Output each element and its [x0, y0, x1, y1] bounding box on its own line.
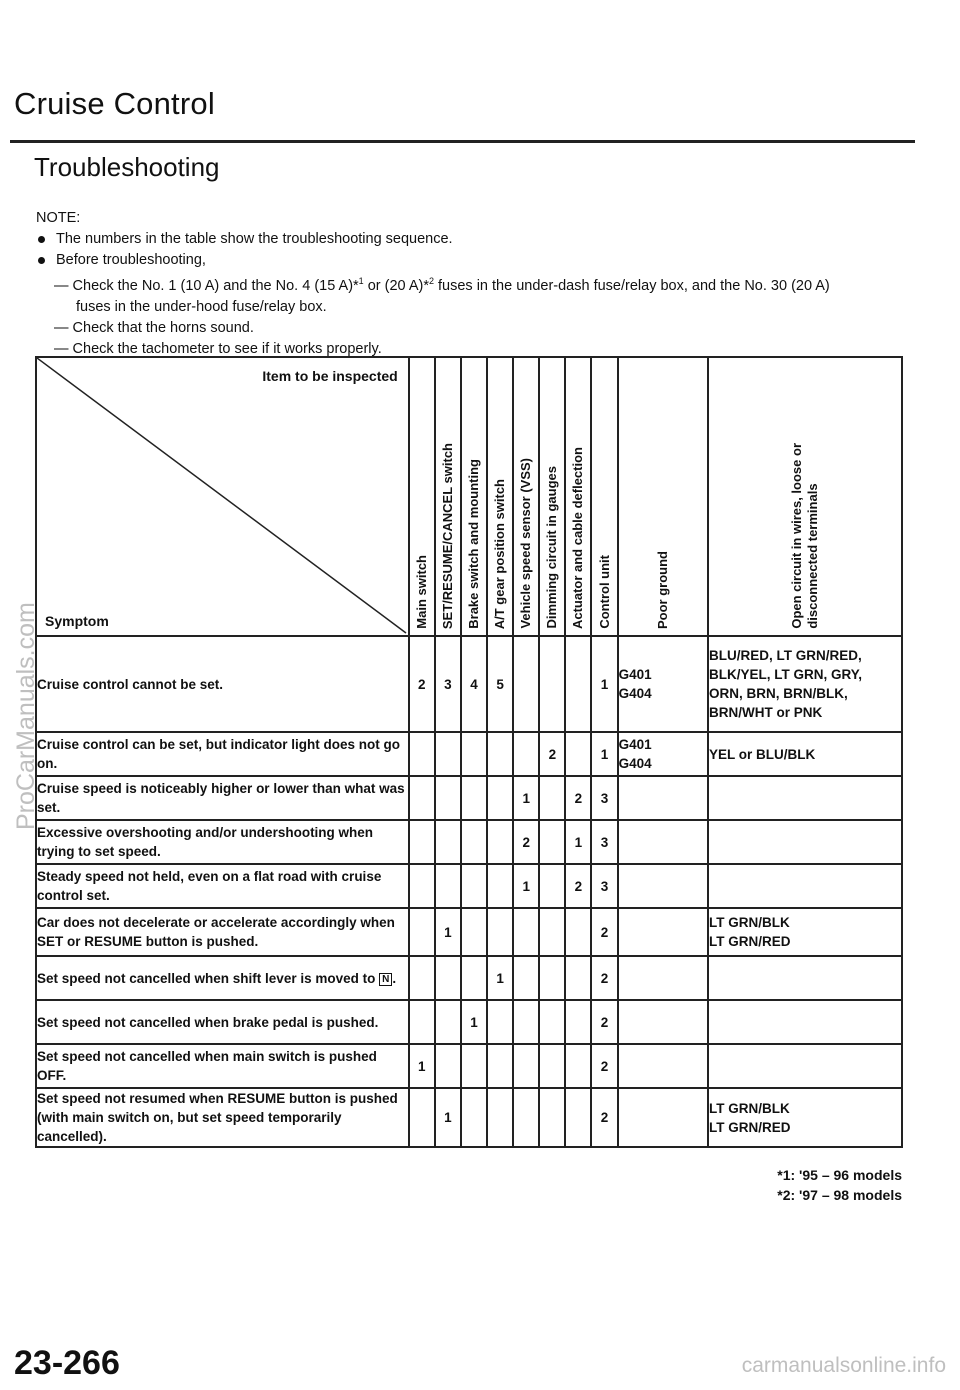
sequence-cell — [565, 908, 591, 956]
sequence-cell: 1 — [513, 864, 539, 908]
sequence-cell: 3 — [435, 636, 461, 732]
neutral-position-box: N — [379, 973, 392, 986]
sequence-cell: 1 — [513, 776, 539, 820]
symptom-text: Set speed not cancelled when shift lever is moved to — [37, 970, 380, 986]
col-set-resume-switch — [435, 357, 461, 636]
note-check-fuses — [36, 271, 916, 297]
sequence-cell: 2 — [539, 732, 565, 776]
sequence-cell — [539, 908, 565, 956]
symptom-cell: Cruise speed is noticeably higher or lower than what was set. — [36, 776, 409, 820]
item-to-be-inspected-label: Item to be inspected — [262, 368, 398, 384]
sequence-cell — [487, 908, 513, 956]
poor-ground-cell: G401 G404 — [618, 732, 708, 776]
sequence-cell — [487, 1044, 513, 1088]
open-circuit-cell: BLU/RED, LT GRN/RED, BLK/YEL, LT GRN, GRY, ORN, BRN, BRN/BLK, BRN/WHT or PNK — [708, 636, 902, 732]
open-circuit-cell — [708, 820, 902, 864]
col-vss — [513, 357, 539, 636]
sequence-cell: 3 — [591, 864, 617, 908]
poor-ground-cell — [618, 820, 708, 864]
note-check-tachometer: — Check the tachometer to see if it works properly. — [54, 340, 382, 357]
symptom-cell: Set speed not cancelled when brake pedal is pushed. — [36, 1000, 409, 1044]
sequence-cell — [461, 956, 487, 1000]
sequence-cell: 3 — [591, 776, 617, 820]
sequence-cell — [409, 864, 435, 908]
open-circuit-cell: LT GRN/BLK LT GRN/RED — [708, 908, 902, 956]
sequence-cell: 2 — [565, 776, 591, 820]
open-circuit-cell — [708, 864, 902, 908]
sequence-cell — [539, 956, 565, 1000]
sequence-cell — [539, 864, 565, 908]
col-open-circuit-line-2: disconnected terminals — [805, 483, 820, 629]
sequence-cell — [487, 864, 513, 908]
section-rule — [10, 140, 915, 143]
header-diagonal-cell — [36, 357, 409, 636]
sequence-cell — [409, 1000, 435, 1044]
sequence-cell — [565, 956, 591, 1000]
sequence-cell — [539, 1044, 565, 1088]
sequence-cell — [513, 956, 539, 1000]
table-row — [36, 1000, 902, 1044]
col-dimming-circuit — [539, 357, 565, 636]
sequence-cell — [461, 1088, 487, 1147]
symptom-cell — [36, 956, 409, 1000]
col-actuator — [565, 357, 591, 636]
sequence-cell — [435, 1044, 461, 1088]
table-row — [36, 908, 902, 956]
sequence-cell — [435, 1000, 461, 1044]
poor-ground-cell — [618, 1044, 708, 1088]
col-open-circuit-line-1: Open circuit in wires, loose or — [789, 443, 804, 629]
footnotes — [777, 1165, 902, 1205]
sequence-cell — [435, 732, 461, 776]
col-actuator-label: Actuator and cable deflection — [570, 446, 586, 629]
col-open-circuit — [708, 357, 902, 636]
col-at-gear-switch — [487, 357, 513, 636]
sequence-cell — [461, 908, 487, 956]
col-at-gear-label: A/T gear position switch — [492, 478, 508, 629]
sequence-cell — [539, 1000, 565, 1044]
sequence-cell — [461, 732, 487, 776]
sequence-cell — [435, 776, 461, 820]
sequence-cell: 5 — [487, 636, 513, 732]
open-circuit-cell: LT GRN/BLK LT GRN/RED — [708, 1088, 902, 1147]
col-main-switch-label: Main switch — [413, 555, 429, 629]
sequence-cell: 2 — [591, 1088, 617, 1147]
sequence-cell — [409, 1088, 435, 1147]
note-check-fuses-cont: fuses in the under-hood fuse/relay box. — [76, 298, 327, 315]
sequence-cell — [461, 1044, 487, 1088]
check-fuses-text-a: — Check the No. 1 (10 A) and the No. 4 (15 A)* — [54, 277, 359, 294]
sequence-cell: 1 — [435, 1088, 461, 1147]
sequence-cell: 2 — [591, 956, 617, 1000]
col-dimming-label: Dimming circuit in gauges — [544, 466, 560, 629]
col-control-unit — [591, 357, 617, 636]
sequence-cell — [513, 908, 539, 956]
sequence-cell: 1 — [461, 1000, 487, 1044]
check-fuses-text-c: fuses in the under-dash fuse/relay box, and the No. 30 (20 A) — [433, 277, 830, 294]
section-title: Cruise Control — [14, 86, 215, 121]
table-row — [36, 864, 902, 908]
open-circuit-cell — [708, 776, 902, 820]
symptom-text-end: . — [392, 970, 397, 986]
col-control-unit-label: Control unit — [596, 555, 612, 629]
poor-ground-cell — [618, 1000, 708, 1044]
sequence-cell: 2 — [591, 908, 617, 956]
sequence-cell — [513, 732, 539, 776]
sequence-cell — [513, 1000, 539, 1044]
col-poor-ground — [618, 357, 708, 636]
col-vss-label: Vehicle speed sensor (VSS) — [518, 458, 534, 629]
note-heading: NOTE: — [36, 210, 81, 226]
sub-title: Troubleshooting — [34, 152, 220, 182]
footnote-2: *2: '97 – 98 models — [777, 1187, 902, 1203]
open-circuit-cell: YEL or BLU/BLK — [708, 732, 902, 776]
sequence-cell — [409, 820, 435, 864]
watermark-side: ProCarManuals.com — [12, 602, 40, 830]
sequence-cell: 1 — [487, 956, 513, 1000]
col-poor-ground-label: Poor ground — [654, 551, 670, 629]
sequence-cell — [461, 864, 487, 908]
sequence-cell: 3 — [591, 820, 617, 864]
sequence-cell — [539, 776, 565, 820]
poor-ground-cell — [618, 776, 708, 820]
sequence-cell: 1 — [409, 1044, 435, 1088]
sequence-cell — [487, 732, 513, 776]
symptom-cell: Steady speed not held, even on a flat road with cruise control set. — [36, 864, 409, 908]
symptom-cell: Set speed not cancelled when main switch is pushed OFF. — [36, 1044, 409, 1088]
sequence-cell — [565, 1044, 591, 1088]
sequence-cell — [435, 956, 461, 1000]
sequence-cell — [461, 776, 487, 820]
sequence-cell: 1 — [435, 908, 461, 956]
check-fuses-text-b: or (20 A)* — [363, 277, 429, 294]
sequence-cell — [565, 1088, 591, 1147]
sequence-cell: 2 — [409, 636, 435, 732]
sequence-cell: 1 — [591, 732, 617, 776]
poor-ground-cell — [618, 864, 708, 908]
open-circuit-cell — [708, 1044, 902, 1088]
col-main-switch — [409, 357, 435, 636]
sequence-cell — [513, 636, 539, 732]
table-row — [36, 776, 902, 820]
sequence-cell — [539, 1088, 565, 1147]
sequence-cell: 1 — [565, 820, 591, 864]
note-bullet-1: The numbers in the table show the troubleshooting sequence. — [36, 229, 916, 250]
sequence-cell: 2 — [513, 820, 539, 864]
sequence-cell — [409, 908, 435, 956]
col-brake-switch-label: Brake switch and mounting — [465, 459, 481, 629]
sequence-cell — [409, 956, 435, 1000]
sequence-cell — [435, 820, 461, 864]
sequence-cell — [513, 1044, 539, 1088]
page-number: 23-266 — [14, 1344, 120, 1382]
poor-ground-cell — [618, 1088, 708, 1147]
note-bullet-2: Before troubleshooting, — [36, 250, 916, 271]
sequence-cell — [565, 636, 591, 732]
symptom-cell: Cruise control can be set, but indicator light does not go on. — [36, 732, 409, 776]
open-circuit-cell — [708, 956, 902, 1000]
sequence-cell — [409, 732, 435, 776]
col-brake-switch — [461, 357, 487, 636]
table-row — [36, 1088, 902, 1147]
table-row — [36, 636, 902, 732]
notes — [36, 208, 916, 360]
sequence-cell — [565, 732, 591, 776]
table-row — [36, 732, 902, 776]
table-row — [36, 1044, 902, 1088]
sequence-cell: 4 — [461, 636, 487, 732]
sequence-cell — [487, 820, 513, 864]
sequence-cell — [461, 820, 487, 864]
footnote-ref-1: 1 — [358, 276, 364, 286]
diagonal-line — [37, 358, 408, 635]
sequence-cell: 2 — [591, 1000, 617, 1044]
sequence-cell: 2 — [591, 1044, 617, 1088]
sequence-cell — [409, 776, 435, 820]
sequence-cell — [487, 1088, 513, 1147]
sequence-cell — [435, 864, 461, 908]
sequence-cell — [487, 1000, 513, 1044]
sequence-cell — [565, 1000, 591, 1044]
symptom-label: Symptom — [45, 613, 109, 629]
sequence-cell — [539, 636, 565, 732]
table-row — [36, 820, 902, 864]
symptom-cell: Car does not decelerate or accelerate accordingly when SET or RESUME button is pushed. — [36, 908, 409, 956]
symptom-cell: Excessive overshooting and/or undershooting when trying to set speed. — [36, 820, 409, 864]
sequence-cell — [539, 820, 565, 864]
footnote-ref-2: 2 — [428, 276, 434, 286]
table-row — [36, 956, 902, 1000]
symptom-cell: Set speed not resumed when RESUME button is pushed (with main switch on, but set speed temporarily cancelled). — [36, 1088, 409, 1147]
watermark-bottom: carmanualsonline.info — [741, 1354, 946, 1377]
col-set-resume-label: SET/RESUME/CANCEL switch — [439, 442, 455, 629]
symptom-cell: Cruise control cannot be set. — [36, 636, 409, 732]
open-circuit-cell — [708, 1000, 902, 1044]
sequence-cell — [513, 1088, 539, 1147]
poor-ground-cell — [618, 908, 708, 956]
note-check-horns: — Check that the horns sound. — [54, 319, 254, 336]
col-open-circuit-label — [789, 443, 821, 629]
troubleshooting-table — [35, 356, 903, 1148]
sequence-cell — [487, 776, 513, 820]
sequence-cell: 1 — [591, 636, 617, 732]
footnote-1: *1: '95 – 96 models — [777, 1167, 902, 1183]
sequence-cell: 2 — [565, 864, 591, 908]
poor-ground-cell — [618, 956, 708, 1000]
poor-ground-cell: G401 G404 — [618, 636, 708, 732]
